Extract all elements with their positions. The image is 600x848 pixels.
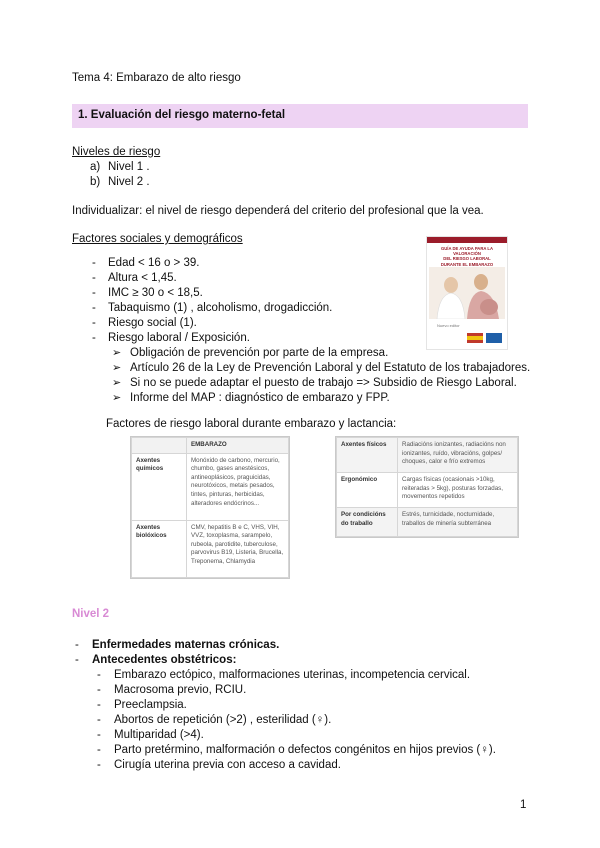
nivel2-subitem: Parto pretérmino, malformación o defectos congénitos en hijos previos (♀). (114, 744, 496, 756)
table-row-key: Ergonómico (337, 473, 398, 508)
nivel2-subitem: Embarazo ectópico, malformaciones uterinas, incompetencia cervical. (114, 669, 471, 681)
arrow-bullet-icon: ➢ (112, 377, 122, 389)
nivel2-subdash: - (97, 684, 101, 696)
nivel2-subitem: Cirugía uterina previa con acceso a cavidad. (114, 759, 341, 771)
nivel2-subdash: - (97, 669, 101, 681)
section-title: 1. Evaluación del riesgo materno-fetal (78, 109, 286, 121)
laboral-subitem: Informe del MAP : diagnóstico de embarazo y FPP. (130, 392, 390, 404)
factor-dash: - (92, 317, 96, 329)
section-banner (72, 104, 528, 128)
arrow-bullet-icon: ➢ (112, 392, 122, 404)
page-number: 1 (520, 799, 527, 811)
nivel2-subdash: - (97, 744, 101, 756)
niveles-marker-b: b) (90, 176, 101, 188)
factor-dash: - (92, 287, 96, 299)
nivel2-subdash: - (97, 714, 101, 726)
factores-heading: Factores sociales y demográficos (72, 233, 243, 245)
table-riesgos (335, 436, 519, 538)
book-title-1: GUÍA DE AYUDA PARA LA VALORACIÓN (441, 246, 493, 257)
factor-dash: - (92, 332, 96, 344)
table-row-value: Radiacións ionizantes, radiacións non ionizantes, ruído, vibracións, golpes/ choques, calor e frío extremos (398, 438, 518, 473)
arrow-bullet-icon: ➢ (112, 347, 122, 359)
laboral-subitem: Artículo 26 de la Ley de Prevención Laboral y del Estatuto de los trabajadores. (130, 362, 531, 374)
table-row-key: Axentes químicos (132, 453, 187, 520)
table-row-value: Monóxido de carbono, mercurio, chumbo, gases anestésicos, antineoplásicos, praguicidas, neurotóxicos, metais pesados, tintes, pinturas, herbicidas, alteradores endócrinos... (187, 453, 289, 520)
nivel2-subdash: - (97, 699, 101, 711)
factor-item: Tabaquismo (1) , alcoholismo, drogadicción. (108, 302, 333, 314)
arrow-bullet-icon: ➢ (112, 362, 122, 374)
table-row-value: CMV, hepatitis B e C, VHS, VIH, VVZ, toxoplasma, sarampelo, rubeola, parotidite, tuberculose, parvovirus B19, Listeria, Brucella, Treponema, Chlamydia (187, 520, 289, 577)
laboral-caption: Factores de riesgo laboral durante embarazo y lactancia: (106, 418, 397, 430)
book-title-2: DEL RIESGO LABORAL (443, 256, 491, 262)
book-photo (429, 267, 505, 319)
nivel2-heading: Nivel 2 (72, 608, 110, 620)
factor-item: IMC ≥ 30 o < 18,5. (108, 287, 203, 299)
book-top-bar (427, 237, 507, 243)
laboral-subitem: Si no se puede adaptar el puesto de trabajo => Subsidio de Riesgo Laboral. (130, 377, 517, 389)
book-logos (467, 331, 503, 345)
table-embarazo (130, 436, 290, 579)
niveles-item-b: Nivel 2 . (108, 176, 150, 188)
individualizar-text: Individualizar: el nivel de riesgo dependerá del criterio del profesional que la vea. (72, 205, 484, 217)
factor-dash: - (92, 302, 96, 314)
table-corner (132, 438, 187, 454)
book-title-3: DURANTE EL EMBARAZO (440, 261, 494, 267)
factor-item: Riesgo laboral / Exposición. (108, 332, 250, 344)
nivel2-subitem: Preeclampsia. (114, 699, 187, 711)
book-author: Nuevo editor (437, 323, 460, 328)
niveles-marker-a: a) (90, 161, 101, 173)
guide-book-cover (426, 236, 508, 350)
factor-dash: - (92, 257, 96, 269)
nivel2-subitem: Abortos de repetición (>2) , esterilidad (♀). (114, 714, 332, 726)
nivel2-subitem: Macrosoma previo, RCIU. (114, 684, 247, 696)
nivel2-dash: - (75, 654, 79, 666)
nivel2-subdash: - (97, 759, 101, 771)
factor-item: Altura < 1,45. (108, 272, 177, 284)
nivel2-subitem: Multiparidad (>4). (114, 729, 204, 741)
document-header: Tema 4: Embarazo de alto riesgo (72, 72, 241, 84)
table-header: EMBARAZO (187, 438, 289, 454)
table-row-key: Por condicións do traballo (337, 508, 398, 537)
table-row-key: Axentes biolóxicos (132, 520, 187, 577)
factor-item: Riesgo social (1). (108, 317, 197, 329)
nivel2-item: Enfermedades maternas crónicas. (92, 639, 280, 651)
table-row-value: Estrés, turnicidade, nocturnidade, traballos de minería subterránea (398, 508, 518, 537)
factor-dash: - (92, 272, 96, 284)
niveles-heading: Niveles de riesgo (72, 146, 161, 158)
table-row-key: Axentes físicos (337, 438, 398, 473)
nivel2-subdash: - (97, 729, 101, 741)
niveles-item-a: Nivel 1 . (108, 161, 150, 173)
nivel2-dash: - (75, 639, 79, 651)
nivel2-item: Antecedentes obstétricos: (92, 654, 237, 666)
table-row-value: Cargas físicas (ocasionais >10kg, reiteradas > 5kg), posturas forzadas, movementos repetidos (398, 473, 518, 508)
laboral-subitem: Obligación de prevención por parte de la empresa. (130, 347, 389, 359)
factor-item: Edad < 16 o > 39. (108, 257, 200, 269)
